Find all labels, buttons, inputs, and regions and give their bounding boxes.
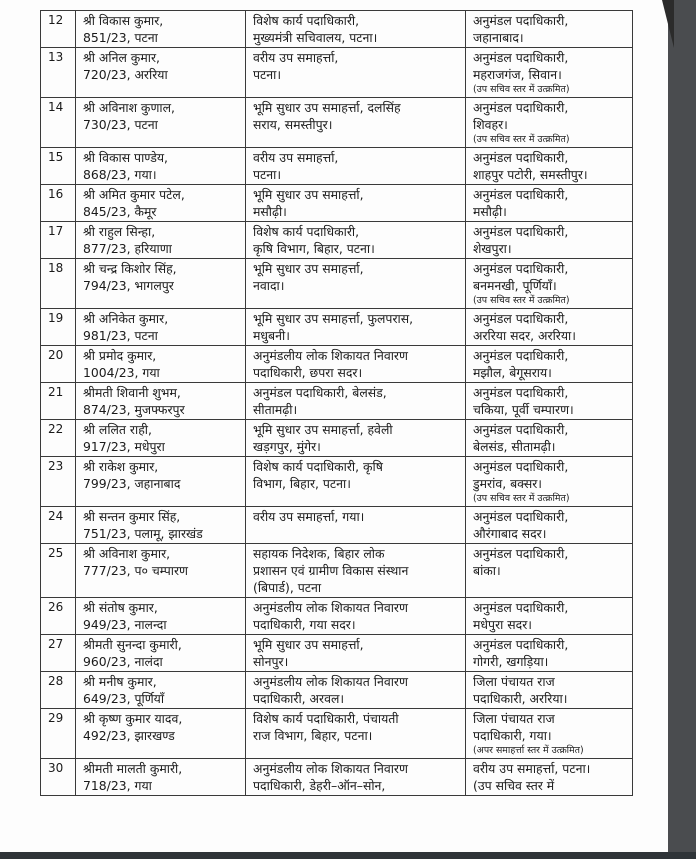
- current-post-line: भूमि सुधार उप समाहर्त्ता,: [253, 637, 364, 652]
- current-post-line: भूमि सुधार उप समाहर्त्ता,: [253, 187, 364, 202]
- officer-name: श्री राकेश कुमार,: [83, 459, 159, 474]
- new-post-line: (उप सचिव स्तर में: [473, 778, 555, 793]
- new-post-cell: [466, 259, 633, 309]
- new-post-cell: [466, 544, 633, 598]
- current-post-line: भूमि सुधार उप समाहर्त्ता, फुलपरास,: [253, 311, 414, 326]
- new-post-line: अनुमंडल पदाधिकारी,: [473, 261, 569, 276]
- officer-cell: [76, 457, 246, 507]
- officer-name: श्री मनीष कुमार,: [83, 674, 157, 689]
- new-post-line: अनुमंडल पदाधिकारी,: [473, 100, 569, 115]
- new-post-cell: [466, 672, 633, 709]
- table-row: [41, 48, 633, 98]
- new-post-line: अनुमंडल पदाधिकारी,: [473, 600, 569, 615]
- viewer-right-edge: [668, 0, 696, 859]
- new-post-cell: [466, 98, 633, 148]
- current-post-cell: [246, 309, 466, 346]
- new-post-line: अनुमंडल पदाधिकारी,: [473, 459, 569, 474]
- new-post-line: अनुमंडल पदाधिकारी,: [473, 422, 569, 437]
- officer-id-district: 730/23, पटना: [83, 117, 158, 132]
- new-post-cell: [466, 598, 633, 635]
- new-post-line: अनुमंडल पदाधिकारी,: [473, 187, 569, 202]
- current-post-line: सहायक निदेशक, बिहार लोक: [253, 546, 385, 561]
- new-post-line: शेखपुरा।: [473, 241, 512, 256]
- serial-number: 17: [41, 222, 76, 259]
- new-post-line: अनुमंडल पदाधिकारी,: [473, 385, 569, 400]
- upgrade-note: (उप सचिव स्तर में उत्क्रमित): [473, 134, 570, 145]
- current-post-cell: [246, 11, 466, 48]
- serial-number: 14: [41, 98, 76, 148]
- officer-id-district: 720/23, अररिया: [83, 67, 168, 82]
- current-post-cell: [246, 222, 466, 259]
- new-post-line: अनुमंडल पदाधिकारी,: [473, 13, 569, 28]
- officer-id-district: 851/23, पटना: [83, 30, 158, 45]
- current-post-line: राज विभाग, बिहार, पटना।: [253, 728, 373, 743]
- page-corner-shadow: [662, 0, 674, 48]
- serial-number: 23: [41, 457, 76, 507]
- new-post-line: अनुमंडल पदाधिकारी,: [473, 637, 569, 652]
- current-post-line: पदाधिकारी, अरवल।: [253, 691, 345, 706]
- table-row: [41, 222, 633, 259]
- new-post-line: अररिया सदर, अररिया।: [473, 328, 576, 343]
- officer-id-district: 1004/23, गया: [83, 365, 160, 380]
- new-post-line: डुमरांव, बक्सर।: [473, 476, 542, 491]
- new-post-line: जिला पंचायत राज: [473, 674, 555, 689]
- current-post-cell: [246, 185, 466, 222]
- current-post-line: नवादा।: [253, 278, 285, 293]
- new-post-line: अनुमंडल पदाधिकारी,: [473, 224, 569, 239]
- officer-cell: [76, 309, 246, 346]
- current-post-cell: [246, 346, 466, 383]
- officer-cell: [76, 346, 246, 383]
- new-post-cell: [466, 383, 633, 420]
- serial-number: 12: [41, 11, 76, 48]
- new-post-line: बेलसंड, सीतामढ़ी।: [473, 439, 556, 454]
- new-post-line: शिवहर।: [473, 117, 508, 132]
- current-post-cell: [246, 507, 466, 544]
- new-post-cell: [466, 420, 633, 457]
- table-row: [41, 98, 633, 148]
- table-row: [41, 507, 633, 544]
- new-post-line: मसौढ़ी।: [473, 204, 507, 219]
- new-post-line: गोगरी, खगड़िया।: [473, 654, 549, 669]
- officer-name: श्री कृष्ण कुमार यादव,: [83, 711, 183, 726]
- current-post-line: मधुबनी।: [253, 328, 290, 343]
- serial-number: 18: [41, 259, 76, 309]
- serial-number: 20: [41, 346, 76, 383]
- table-row: [41, 759, 633, 796]
- officer-id-district: 777/23, प० चम्पारण: [83, 563, 188, 578]
- officer-id-district: 981/23, पटना: [83, 328, 158, 343]
- serial-number: 13: [41, 48, 76, 98]
- new-post-line: अनुमंडल पदाधिकारी,: [473, 509, 569, 524]
- current-post-cell: [246, 383, 466, 420]
- table-row: [41, 346, 633, 383]
- current-post-line: (बिपार्ड), पटना: [253, 580, 322, 595]
- table-row: [41, 635, 633, 672]
- current-post-line: विशेष कार्य पदाधिकारी, कृषि: [253, 459, 383, 474]
- current-post-cell: [246, 635, 466, 672]
- table-body: [41, 11, 633, 796]
- officer-id-district: 960/23, नालंदा: [83, 654, 163, 669]
- current-post-line: विशेष कार्य पदाधिकारी, पंचायती: [253, 711, 399, 726]
- new-post-line: महराजगंज, सिवान।: [473, 67, 562, 82]
- officer-name: श्री ललित राही,: [83, 422, 152, 437]
- officer-name: श्री अनिल कुमार,: [83, 50, 160, 65]
- current-post-cell: [246, 420, 466, 457]
- new-post-line: औरंगाबाद सदर।: [473, 526, 547, 541]
- officer-cell: [76, 185, 246, 222]
- current-post-cell: [246, 98, 466, 148]
- current-post-line: पटना।: [253, 167, 282, 182]
- officer-id-district: 868/23, गया।: [83, 167, 157, 182]
- officer-cell: [76, 383, 246, 420]
- current-post-line: अनुमंडलीय लोक शिकायत निवारण: [253, 600, 408, 615]
- serial-number: 26: [41, 598, 76, 635]
- table-row: [41, 11, 633, 48]
- serial-number: 29: [41, 709, 76, 759]
- current-post-line: विशेष कार्य पदाधिकारी,: [253, 224, 360, 239]
- current-post-line: खड़गपुर, मुंगेर।: [253, 439, 321, 454]
- current-post-line: पदाधिकारी, गया सदर।: [253, 617, 356, 632]
- new-post-line: जिला पंचायत राज: [473, 711, 555, 726]
- viewer-bottom-edge: [0, 852, 696, 859]
- officer-cell: [76, 259, 246, 309]
- officer-cell: [76, 544, 246, 598]
- officer-name: श्री सन्तन कुमार सिंह,: [83, 509, 181, 524]
- table-row: [41, 259, 633, 309]
- new-post-line: शाहपुर पटोरी, समस्तीपुर।: [473, 167, 588, 182]
- new-post-cell: [466, 148, 633, 185]
- current-post-line: पदाधिकारी, डेहरी–ऑन–सोन,: [253, 778, 386, 793]
- new-post-line: बनमनखी, पूर्णियाँ।: [473, 278, 557, 293]
- current-post-line: पटना।: [253, 67, 282, 82]
- serial-number: 30: [41, 759, 76, 796]
- current-post-cell: [246, 148, 466, 185]
- new-post-cell: [466, 709, 633, 759]
- officer-name: श्री अविनाश कुमार,: [83, 546, 171, 561]
- table-row: [41, 457, 633, 507]
- current-post-cell: [246, 672, 466, 709]
- current-post-cell: [246, 759, 466, 796]
- new-post-cell: [466, 507, 633, 544]
- officer-cell: [76, 98, 246, 148]
- new-post-cell: [466, 222, 633, 259]
- current-post-line: अनुमंडलीय लोक शिकायत निवारण: [253, 348, 408, 363]
- new-post-line: चकिया, पूर्वी चम्पारण।: [473, 402, 574, 417]
- new-post-line: पदाधिकारी, गया।: [473, 728, 552, 743]
- table-row: [41, 420, 633, 457]
- table-row: [41, 672, 633, 709]
- current-post-line: भूमि सुधार उप समाहर्त्ता, हवेली: [253, 422, 393, 437]
- current-post-cell: [246, 259, 466, 309]
- officer-cell: [76, 420, 246, 457]
- new-post-line: अनुमंडल पदाधिकारी,: [473, 311, 569, 326]
- serial-number: 24: [41, 507, 76, 544]
- current-post-line: प्रशासन एवं ग्रामीण विकास संस्थान: [253, 563, 409, 578]
- table-row: [41, 544, 633, 598]
- current-post-line: वरीय उप समाहर्त्ता, गया।: [253, 509, 365, 524]
- table-row: [41, 598, 633, 635]
- officer-name: श्री विकास पाण्डेय,: [83, 150, 168, 165]
- officer-id-district: 751/23, पलामू, झारखंड: [83, 526, 203, 541]
- current-post-line: वरीय उप समाहर्त्ता,: [253, 150, 339, 165]
- officer-name: श्री अनिकेत कुमार,: [83, 311, 169, 326]
- officer-name: श्री राहुल सिन्हा,: [83, 224, 156, 239]
- officer-id-district: 917/23, मधेपुरा: [83, 439, 165, 454]
- new-post-line: मझौल, बेगूसराय।: [473, 365, 552, 380]
- new-post-line: मधेपुरा सदर।: [473, 617, 533, 632]
- officer-cell: [76, 598, 246, 635]
- officer-name: श्री संतोष कुमार,: [83, 600, 158, 615]
- current-post-line: विभाग, बिहार, पटना।: [253, 476, 351, 491]
- officer-name: श्री चन्द्र किशोर सिंह,: [83, 261, 177, 276]
- new-post-line: अनुमंडल पदाधिकारी,: [473, 348, 569, 363]
- officer-name: श्रीमती सुनन्दा कुमारी,: [83, 637, 182, 652]
- officer-id-district: 492/23, झारखण्ड: [83, 728, 175, 743]
- officer-id-district: 949/23, नालन्दा: [83, 617, 167, 632]
- current-post-line: भूमि सुधार उप समाहर्त्ता, दलसिंह: [253, 100, 401, 115]
- officer-id-district: 649/23, पूर्णियाँ: [83, 691, 165, 706]
- new-post-line: बांका।: [473, 563, 501, 578]
- new-post-cell: [466, 48, 633, 98]
- new-post-cell: [466, 185, 633, 222]
- officer-cell: [76, 672, 246, 709]
- new-post-line: अनुमंडल पदाधिकारी,: [473, 150, 569, 165]
- serial-number: 25: [41, 544, 76, 598]
- new-post-line: वरीय उप समाहर्त्ता, पटना।: [473, 761, 591, 776]
- officer-id-district: 718/23, गया: [83, 778, 152, 793]
- officer-name: श्रीमती मालती कुमारी,: [83, 761, 183, 776]
- table-row: [41, 309, 633, 346]
- officer-id-district: 845/23, कैमूर: [83, 204, 157, 219]
- new-post-line: जहानाबाद।: [473, 30, 524, 45]
- new-post-cell: [466, 346, 633, 383]
- current-post-line: कृषि विभाग, बिहार, पटना।: [253, 241, 375, 256]
- new-post-line: पदाधिकारी, अररिया।: [473, 691, 568, 706]
- current-post-line: अनुमंडल पदाधिकारी, बेलसंड,: [253, 385, 387, 400]
- officer-id-district: 794/23, भागलपुर: [83, 278, 174, 293]
- officer-id-district: 799/23, जहानाबाद: [83, 476, 181, 491]
- upgrade-note: (उप सचिव स्तर में उत्क्रमित): [473, 84, 570, 95]
- serial-number: 15: [41, 148, 76, 185]
- table-row: [41, 709, 633, 759]
- new-post-cell: [466, 11, 633, 48]
- officer-name: श्री अमित कुमार पटेल,: [83, 187, 185, 202]
- officer-id-district: 877/23, हरियाणा: [83, 241, 172, 256]
- upgrade-note: (उप सचिव स्तर में उत्क्रमित): [473, 493, 570, 504]
- current-post-line: वरीय उप समाहर्त्ता,: [253, 50, 339, 65]
- current-post-cell: [246, 48, 466, 98]
- officer-name: श्री विकास कुमार,: [83, 13, 164, 28]
- new-post-line: अनुमंडल पदाधिकारी,: [473, 546, 569, 561]
- current-post-line: सराय, समस्तीपुर।: [253, 117, 333, 132]
- officer-id-district: 874/23, मुजफ्फरपुर: [83, 402, 185, 417]
- current-post-line: विशेष कार्य पदाधिकारी,: [253, 13, 360, 28]
- current-post-line: मुख्यमंत्री सचिवालय, पटना।: [253, 30, 378, 45]
- serial-number: 19: [41, 309, 76, 346]
- transfer-posting-table: [40, 10, 633, 796]
- current-post-cell: [246, 709, 466, 759]
- upgrade-note: (उप सचिव स्तर में उत्क्रमित): [473, 295, 570, 306]
- current-post-cell: [246, 457, 466, 507]
- officer-cell: [76, 48, 246, 98]
- serial-number: 28: [41, 672, 76, 709]
- serial-number: 27: [41, 635, 76, 672]
- officer-cell: [76, 222, 246, 259]
- new-post-cell: [466, 309, 633, 346]
- current-post-line: पदाधिकारी, छपरा सदर।: [253, 365, 363, 380]
- officer-cell: [76, 759, 246, 796]
- officer-name: श्री अविनाश कुणाल,: [83, 100, 175, 115]
- current-post-line: मसौढ़ी।: [253, 204, 287, 219]
- new-post-line: अनुमंडल पदाधिकारी,: [473, 50, 569, 65]
- current-post-line: सीतामढ़ी।: [253, 402, 298, 417]
- table-row: [41, 383, 633, 420]
- officer-cell: [76, 11, 246, 48]
- current-post-line: अनुमंडलीय लोक शिकायत निवारण: [253, 674, 408, 689]
- serial-number: 16: [41, 185, 76, 222]
- officer-cell: [76, 507, 246, 544]
- officer-name: श्रीमती शिवानी शुभम,: [83, 385, 181, 400]
- current-post-line: सोनपुर।: [253, 654, 289, 669]
- current-post-line: अनुमंडलीय लोक शिकायत निवारण: [253, 761, 408, 776]
- new-post-cell: [466, 457, 633, 507]
- officer-cell: [76, 148, 246, 185]
- serial-number: 22: [41, 420, 76, 457]
- table-row: [41, 185, 633, 222]
- current-post-cell: [246, 544, 466, 598]
- serial-number: 21: [41, 383, 76, 420]
- table-row: [41, 148, 633, 185]
- current-post-line: भूमि सुधार उप समाहर्त्ता,: [253, 261, 364, 276]
- new-post-cell: [466, 635, 633, 672]
- current-post-cell: [246, 598, 466, 635]
- upgrade-note: (अपर समाहर्त्ता स्तर में उत्क्रमित): [473, 745, 584, 756]
- officer-cell: [76, 709, 246, 759]
- new-post-cell: [466, 759, 633, 796]
- officer-name: श्री प्रमोद कुमार,: [83, 348, 157, 363]
- officer-cell: [76, 635, 246, 672]
